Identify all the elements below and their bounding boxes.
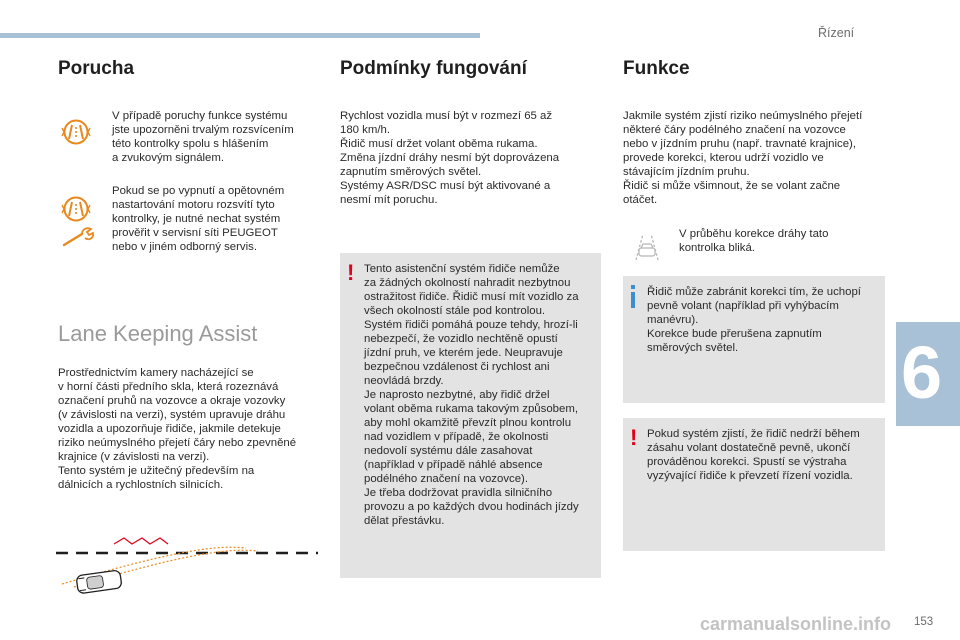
info-text: Řidič může zabránit korekci tím, že uchopí pevně volant (například při vyhýbacím manévru). Korekce bude přerušena zapnutím směrových světel.: [647, 286, 861, 354]
warning-exclamation-icon-2: !: [630, 425, 638, 450]
warning-exclamation-icon: !: [347, 260, 355, 285]
lane-assist-warning-icon: [61, 119, 91, 145]
lane-assist-active-icon: [630, 232, 664, 262]
blink-text: V průběhu korekce dráhy tato kontrolka bliká.: [679, 228, 829, 254]
page-number: 153: [914, 616, 934, 628]
service-wrench-icon: [60, 226, 96, 248]
warning-text-driver: Tento asistenční systém řidiče nemůže za žádných okolností nahradit nezbytnou ostražitost řidiče. Řidič musí mít vozidlo za všech okolností stále pod kontrolou. Systém řidiči pomáhá pouze tehdy, hrozí-li nebezpečí, že vozidlo nechtěně opustí jízdní pruh, ve kterém jede. Neupravuje bezpečnou vzdálenost či rychlost ani neovládá brzdy. Je naprosto nezbytné, aby řidič držel volant oběma rukama takovým způsobem, aby mohl okamžitě převzít plnou kontrolu nad vozidlem v případě, že okolnosti nedovolí systému dále zasahovat (například v případě náhlé absence podélného značení na vozovce). Je třeba dodržovat pravidla silničního provozu a po každých dvou hodinách jízdy dělat přestávku.: [364, 263, 579, 527]
lane-assist-fault-icon: [61, 196, 91, 222]
info-icon-dot: [631, 285, 635, 289]
lka-description: Prostřednictvím kamery nacházející se v horní části předního skla, která rozeznává označení pruhů na vozovce a okraje vozovky (v závislosti na verzi), systém upravuje dráhu vozidla a upozorňuje řidiče, jakmile detekuje riziko neúmyslného přejetí čáry nebo zpevněné krajnice (v závislosti na verzi). Tento systém je užitečný především na dálnicích a rychlostních silnicích.: [58, 367, 297, 491]
fault-heading: Porucha: [58, 58, 135, 79]
chapter-number: 6: [901, 331, 943, 414]
conditions-text: Rychlost vozidla musí být v rozmezí 65 až 180 km/h. Řidič musí držet volant oběma rukama. Změna jízdní dráhy nesmí být doprovázena zapnutím směrových světel. Systémy ASR/DSC musí být aktivované a nesmí mít poruchu.: [340, 110, 560, 206]
function-heading: Funkce: [623, 58, 690, 79]
info-icon-bar: [631, 292, 635, 308]
header-accent-bar: [0, 33, 480, 38]
conditions-heading: Podmínky fungování: [340, 58, 527, 79]
lane-keeping-illustration: [56, 532, 318, 602]
function-text: Jakmile systém zjistí riziko neúmyslného přejetí některé čáry podélného značení na vozovce nebo v jízdním pruhu (např. travnaté krajnice), provede korekci, kterou udrží vozidlo ve stávajícím jízdním pruhu. Řidič si může všimnout, že se volant začne otáčet.: [623, 110, 863, 206]
fault-text-1: V případě poruchy funkce systému jste upozorněni trvalým rozsvícením této kontrolky spolu s hlášením a zvukovým signálem.: [112, 110, 294, 164]
lka-heading: Lane Keeping Assist: [58, 321, 258, 346]
watermark: carmanualsonline.info: [700, 614, 892, 634]
fault-text-2: Pokud se po vypnutí a opětovném nastartování motoru rozsvítí tyto kontrolky, je nutné nechat systém prověřit v servisní síti PEUGEOT nebo v jiném odborný servis.: [112, 185, 285, 253]
warning-text-hands: Pokud systém zjistí, že řidič nedrží během zásahu volant dostatečně pevně, ukončí prováděnou korekci. Spustí se výstraha vyzývající řidiče k převzetí řízení vozidla.: [647, 428, 860, 482]
section-title: Řízení: [818, 26, 855, 40]
